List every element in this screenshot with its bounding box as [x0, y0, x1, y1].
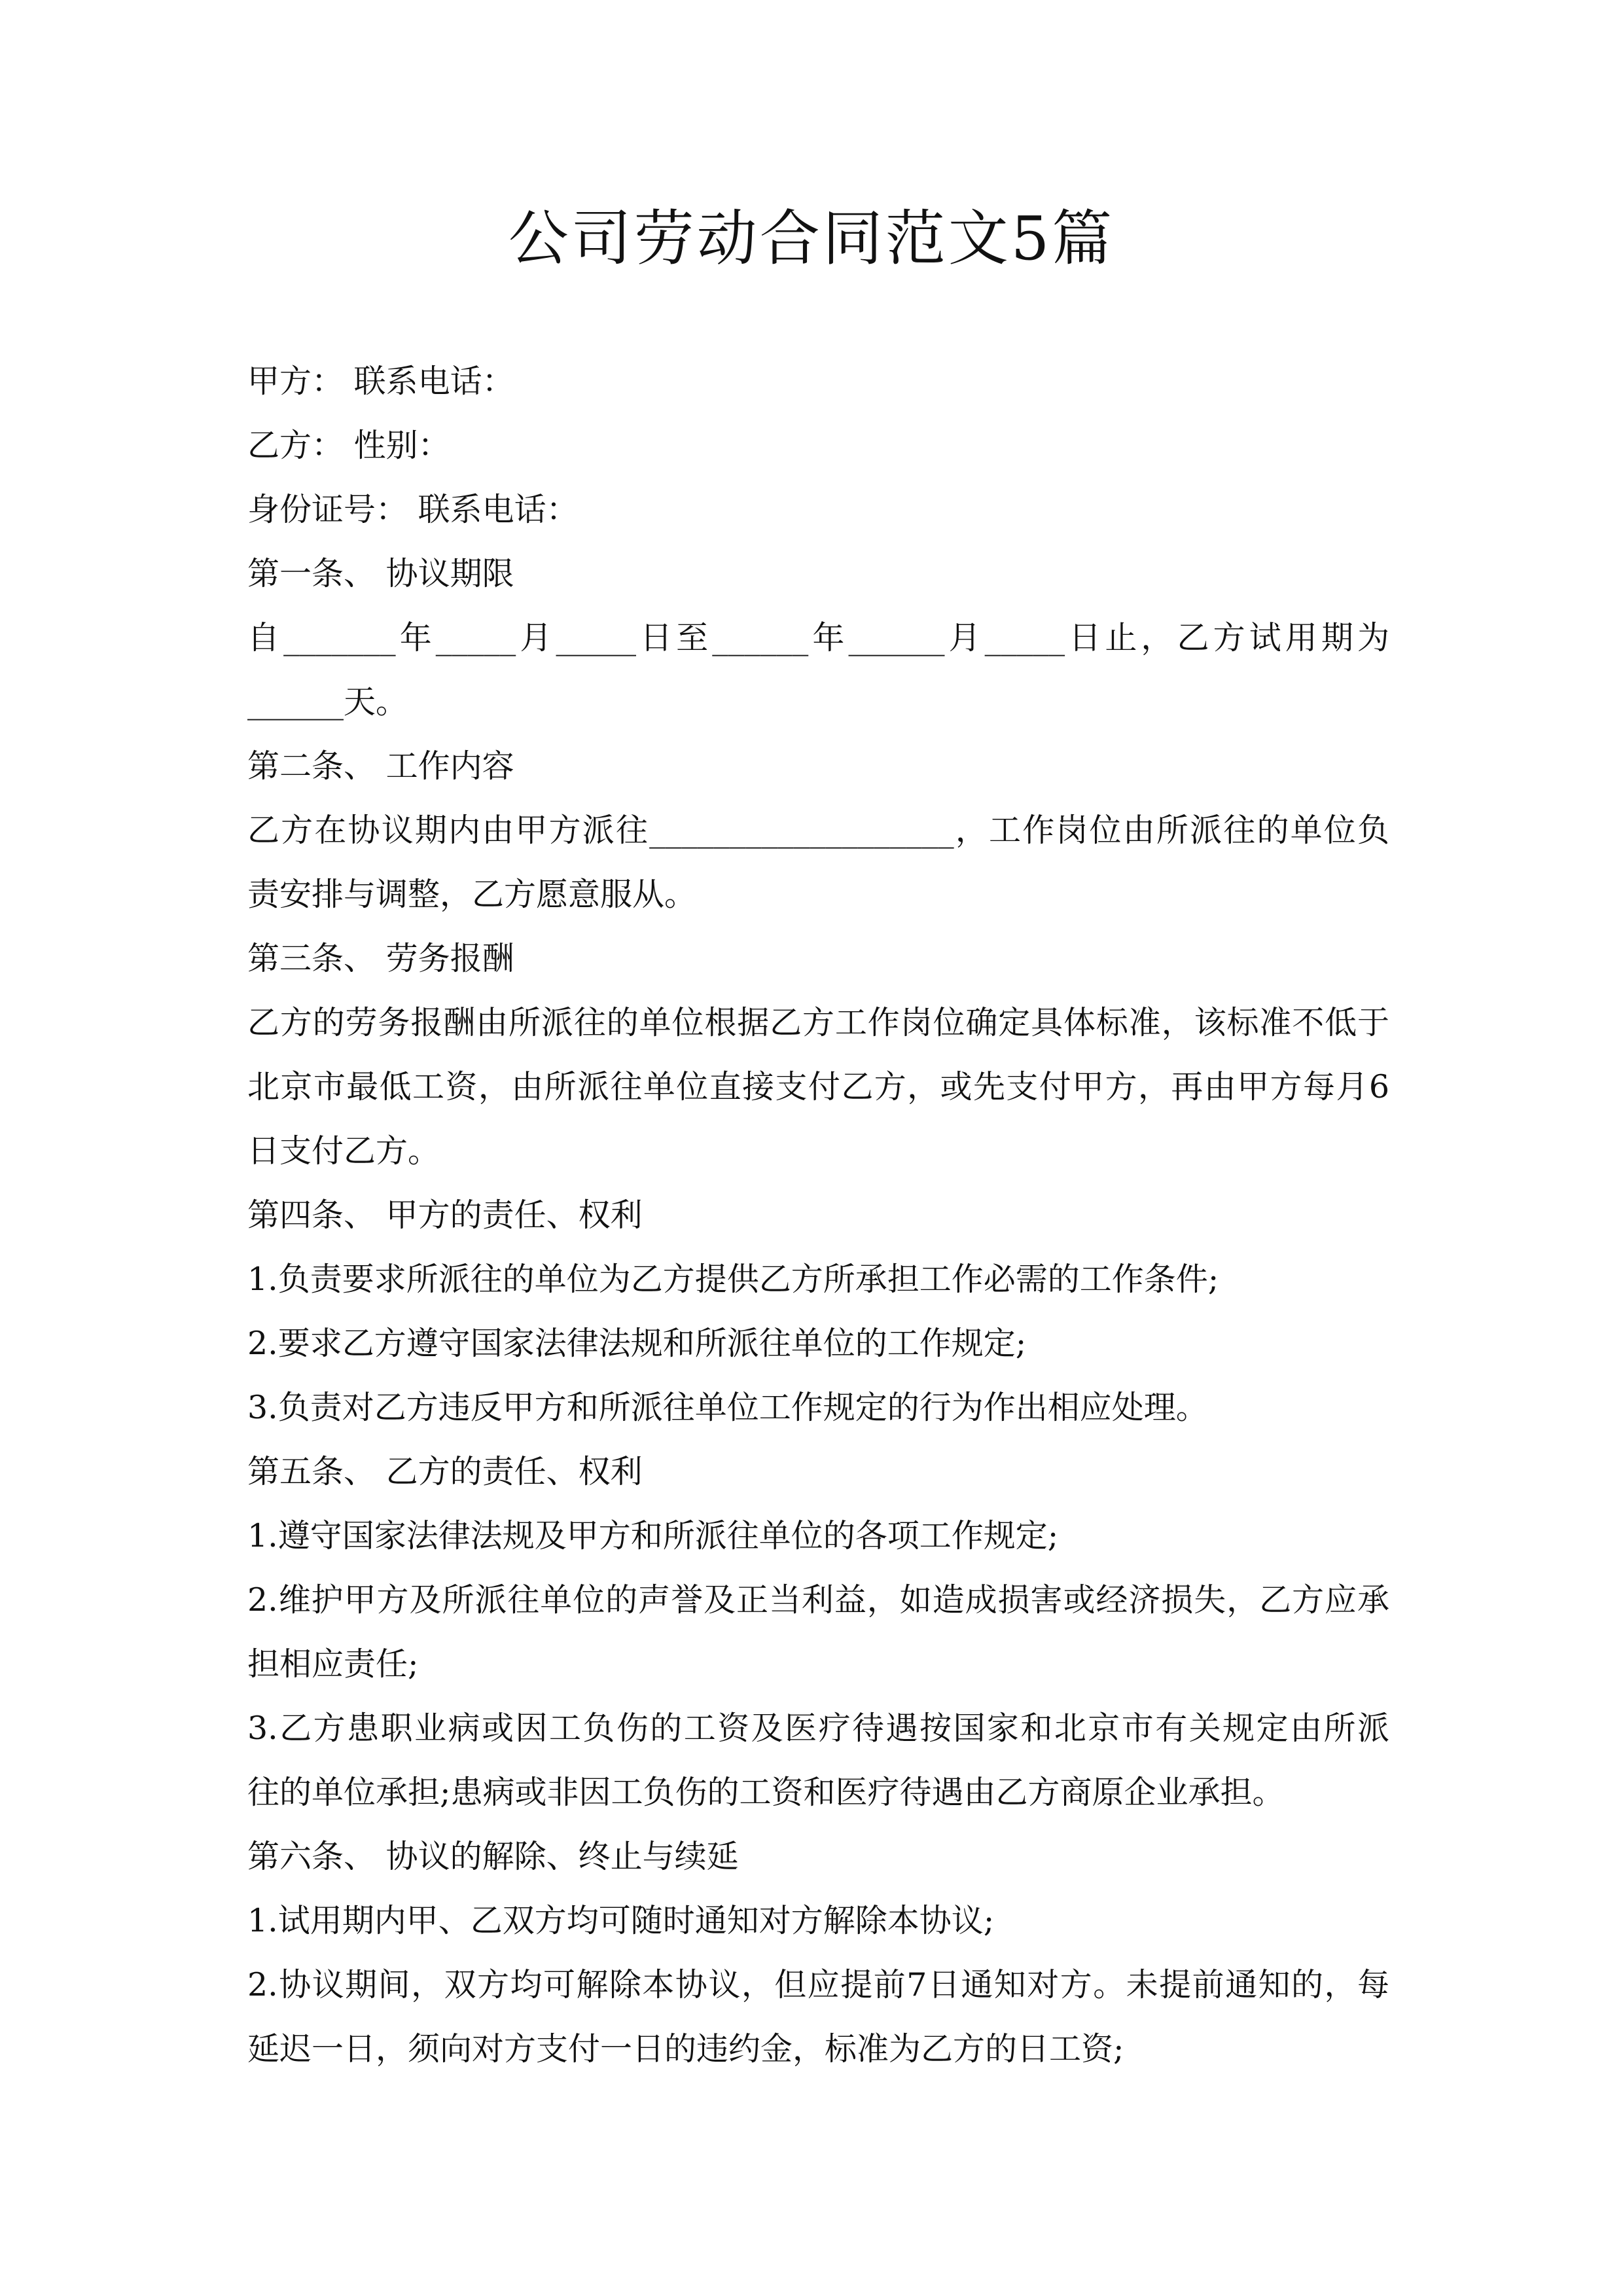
text-line: 往的单位承担;患病或非因工负伤的工资和医疗待遇由乙方商原企业承担。 [247, 1774, 1285, 1811]
text-line: 责安排与调整，乙方愿意服从。 [247, 876, 697, 913]
text-line: 乙方在协议期内由甲方派往___________________，工作岗位由所派往的单位负 [247, 812, 1389, 849]
text-line: 3.负责对乙方违反甲方和所派往单位工作规定的行为作出相应处理。 [247, 1389, 1208, 1426]
text-line: 身份证号： 联系电话： [247, 491, 579, 528]
text-line: 3.乙方患职业病或因工负伤的工资及医疗待遇按国家和北京市有关规定由所派 [247, 1710, 1389, 1747]
text-line: 自_______年_____月_____日至______年______月_____日止，乙方试用期为 [247, 619, 1389, 656]
text-line: 第二条、 工作内容 [247, 747, 514, 785]
text-line: 第四条、 甲方的责任、权利 [247, 1196, 643, 1234]
text-line: 第六条、 协议的解除、终止与续延 [247, 1838, 739, 1875]
text-line: ______天。 [247, 683, 408, 721]
text-line: 第三条、 劳务报酬 [247, 940, 514, 977]
text-line: 1.负责要求所派往的单位为乙方提供乙方所承担工作必需的工作条件; [247, 1261, 1219, 1298]
document-body [247, 350, 1389, 2081]
text-line: 日支付乙方。 [247, 1132, 440, 1170]
text-line: 甲方： 联系电话： [247, 363, 514, 400]
text-line: 延迟一日，须向对方支付一日的违约金，标准为乙方的日工资; [247, 2030, 1124, 2068]
document-title: 公司劳动合同范文5篇 [508, 204, 1115, 274]
text-line: 1.遵守国家法律法规及甲方和所派往单位的各项工作规定; [247, 1517, 1059, 1554]
text-line: 1.试用期内甲、乙双方均可随时通知对方解除本协议; [247, 1902, 995, 1939]
text-line: 乙方的劳务报酬由所派往的单位根据乙方工作岗位确定具体标准，该标准不低于 [247, 1004, 1389, 1041]
text-line: 2.要求乙方遵守国家法律法规和所派往单位的工作规定; [247, 1325, 1027, 1362]
text-line: 2.协议期间，双方均可解除本协议，但应提前7日通知对方。未提前通知的，每 [247, 1966, 1389, 2003]
text-line: 第五条、 乙方的责任、权利 [247, 1453, 643, 1490]
text-line: 北京市最低工资，由所派往单位直接支付乙方，或先支付甲方，再由甲方每月6 [247, 1068, 1389, 1105]
text-line: 第一条、 协议期限 [247, 555, 514, 592]
text-line: 2.维护甲方及所派往单位的声誉及正当利益，如造成损害或经济损失，乙方应承 [247, 1581, 1389, 1619]
text-line: 担相应责任; [247, 1645, 419, 1683]
text-line: 乙方： 性别： [247, 427, 450, 464]
